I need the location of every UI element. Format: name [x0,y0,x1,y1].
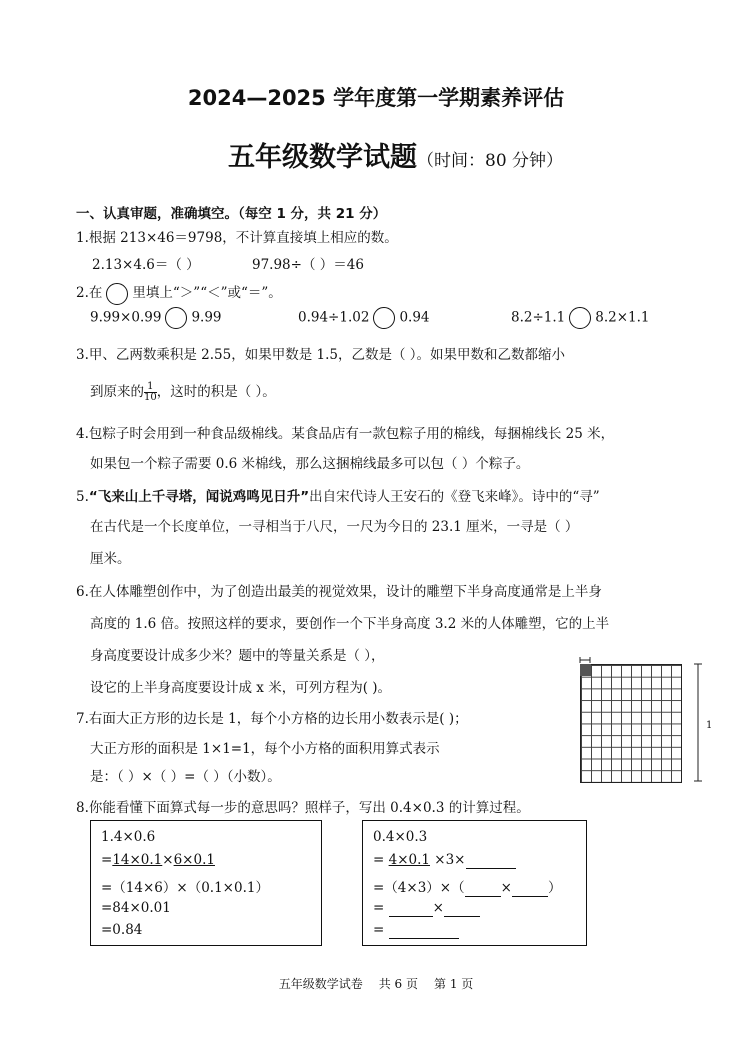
q6-line3: 身高度要设计成多少米？题中的等量关系是（ ）， [90,648,385,664]
page-footer [0,975,752,992]
q2-stem [76,281,282,305]
answer-blank-5[interactable] [444,900,480,917]
q4-line2: 如果包一个粽子需要 0.6 米棉线，那么这捆棉线最多可以包（ ）个粽子。 [90,456,530,472]
q3-line1: 3.甲、乙两数乘积是 2.55，如果甲数是 1.5，乙数是（ ）。如果甲数和乙数都缩小 [76,347,566,363]
q7-line1: 7.右面大正方形的边长是 1，每个小方格的边长用小数表示是( )； [76,711,468,727]
q2-item-3 [511,307,650,329]
q4-line1: 4.包粽子时会用到一种食品级棉线。某食品店有一款包粽子用的棉线，每捆棉线长 25 米， [76,426,615,442]
q2-stem-a: 2.在 [76,285,103,301]
q7-line3: 是：（ ）×（ ）=（ ）（小数）。 [90,769,281,785]
answer-blank-6[interactable] [389,922,459,939]
subtitle-main: 五年级数学试题 [228,142,417,173]
q3-line2-a: 到原来的 [90,384,144,400]
answer-blank-2[interactable] [465,880,501,897]
exam-subtitle [228,135,563,174]
example-line-5: =0.84 [101,922,143,938]
example-line-3: =（14×6）×（0.1×0.1） [101,880,269,896]
q5-line1-rest: 出自宋代诗人王安石的《登飞来峰》。诗中的“寻” [309,489,600,505]
circle-icon [106,283,128,305]
q2-item-3-left: 8.2÷1.1 [511,309,566,326]
footer-total-pages: 共 6 页 [378,977,418,991]
answer-box [362,820,587,946]
q5-line2: 在古代是一个长度单位，一寻相当于八尺，一尺为今日的 23.1 厘米，一寻是（ ） [90,519,579,535]
example-line-2: =14×0.1×6×0.1 [101,852,215,868]
example-line-4: =84×0.01 [101,900,171,916]
q6-line2: 高度的 1.6 倍。按照这样的要求，要创作一个下半身高度 3.2 米的人体雕塑，它的上半 [90,616,610,632]
footer-paper-name: 五年级数学试卷 [278,977,363,991]
q2-item-1-left: 9.99×0.99 [90,309,162,326]
q6-line1: 6.在人体雕塑创作中，为了创造出最美的视觉效果，设计的雕塑下半身高度通常是上半身 [76,584,602,600]
q1-item-a: 2.13×4.6＝（ ） [92,257,200,273]
q5-poem-quote: “飞来山上千寻塔，闻说鸡鸣见日升” [88,489,310,505]
q6-line4: 设它的上半身高度要设计成 x 米，可列方程为( )。 [90,680,392,696]
compare-circle-2[interactable] [373,307,395,329]
fraction [144,382,157,403]
q1-stem: 1.根据 213×46＝9798，不计算直接填上相应的数。 [76,230,398,246]
exam-title: 2024—2025 学年度第一学期素养评估 [187,86,565,110]
q5-line1 [76,485,600,505]
answer-line-4: = × [373,900,480,917]
example-box [90,820,322,946]
fraction-numerator: 1 [144,382,157,393]
answer-line-2: = 4×0.1 ×3× [373,852,516,869]
q2-item-3-right: 8.2×1.1 [595,309,650,326]
answer-line-5: = [373,922,459,939]
q2-item-2 [298,307,430,329]
subtitle-time: （时间：80 分钟） [417,151,564,171]
grid-side-label: 1 [706,720,713,731]
fraction-denominator: 10 [144,392,157,403]
answer-line-3: =（4×3）×（ × ） [373,880,562,896]
q2-item-1 [90,307,222,329]
answer-blank-4[interactable] [389,900,433,917]
section-heading: 一、认真审题，准确填空。（每空 1 分，共 21 分） [76,206,387,222]
answer-line-1: 0.4×0.3 [373,829,428,845]
q1-item-b: 97.98÷（ ）＝46 [252,257,364,273]
q2-stem-b: 里填上“＞”“＜”或“＝”。 [132,285,282,301]
footer-page-number: 第 1 页 [434,977,474,991]
q5-number: 5. [76,489,89,505]
example-line-1: 1.4×0.6 [101,829,156,845]
q8-stem: 8.你能看懂下面算式每一步的意思吗？照样子，写出 0.4×0.3 的计算过程。 [76,800,530,816]
q3-line2-b: ，这时的积是（ ）。 [156,384,276,400]
compare-circle-3[interactable] [569,307,591,329]
q7-line2: 大正方形的面积是 1×1=1，每个小方格的面积用算式表示 [90,741,440,757]
compare-circle-1[interactable] [165,307,187,329]
q3-line2 [90,380,276,403]
grid-dimension-marks [578,656,718,786]
q2-item-2-right: 0.94 [399,309,430,326]
answer-blank-1[interactable] [466,852,516,869]
q2-item-1-right: 9.99 [191,309,222,326]
q2-item-2-left: 0.94÷1.02 [298,309,370,326]
q5-line3: 厘米。 [90,551,131,567]
answer-blank-3[interactable] [512,880,548,897]
